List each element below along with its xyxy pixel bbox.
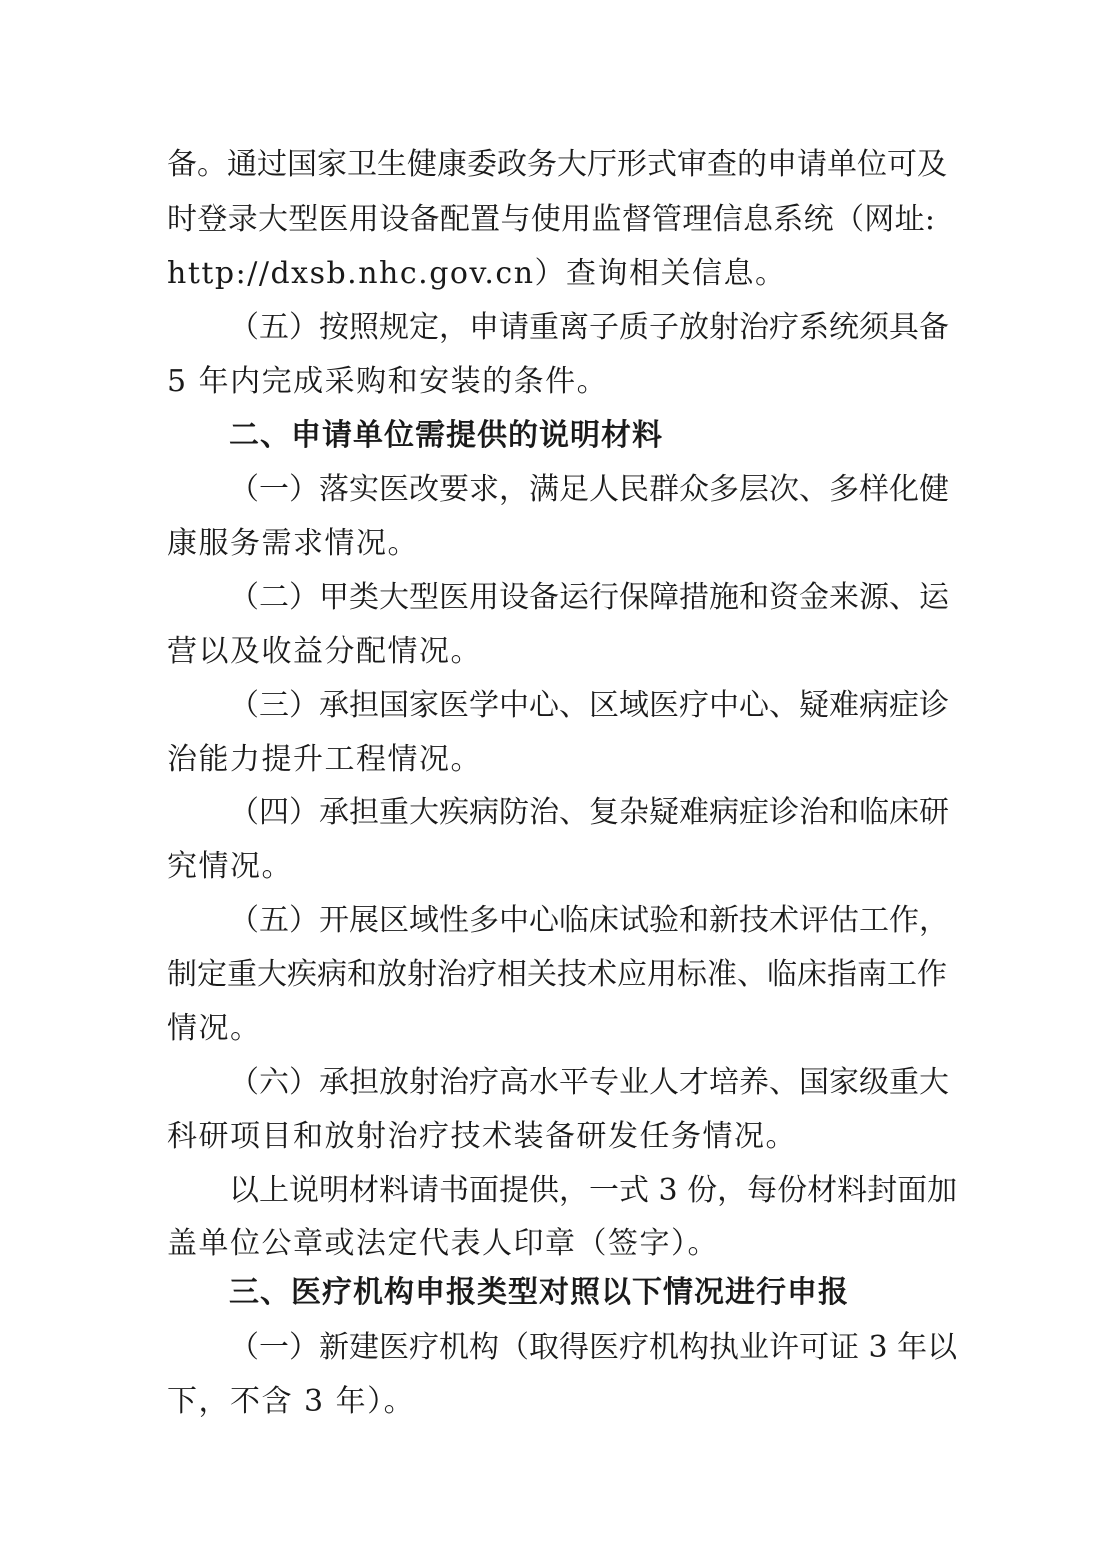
paragraph-line: 究情况。 — [167, 849, 293, 884]
paragraph-line: 时登录大型医用设备配置与使用监督管理信息系统（网址: — [167, 202, 935, 237]
paragraph-line: （六）承担放射治疗高水平专业人才培养、国家级重大 — [229, 1065, 949, 1100]
section-heading: 二、申请单位需提供的说明材料 — [229, 418, 663, 453]
paragraph-line: （二）甲类大型医用设备运行保障措施和资金来源、运 — [229, 580, 949, 615]
paragraph-line: 营以及收益分配情况。 — [167, 634, 482, 669]
paragraph-line: http://dxsb.nhc.gov.cn）查询相关信息。 — [167, 256, 787, 291]
paragraph-line: 制定重大疾病和放射治疗相关技术应用标准、临床指南工作 — [167, 957, 947, 992]
paragraph-line: （四）承担重大疾病防治、复杂疑难病症诊治和临床研 — [229, 795, 949, 830]
paragraph-line: 康服务需求情况。 — [167, 526, 419, 561]
paragraph-line: 情况。 — [167, 1011, 262, 1046]
paragraph-line: 科研项目和放射治疗技术装备研发任务情况。 — [167, 1119, 797, 1154]
paragraph-line: （五）开展区域性多中心临床试验和新技术评估工作， — [229, 903, 949, 938]
paragraph-line: 备。通过国家卫生健康委政务大厅形式审查的申请单位可及 — [167, 147, 947, 182]
paragraph-line: 以上说明材料请书面提供，一式 3 份，每份材料封面加 — [229, 1173, 958, 1208]
paragraph-line: 下，不含 3 年）。 — [167, 1384, 416, 1419]
section-heading: 三、医疗机构申报类型对照以下情况进行申报 — [229, 1275, 849, 1310]
paragraph-line: （一）落实医改要求，满足人民群众多层次、多样化健 — [229, 472, 949, 507]
paragraph-line: （五）按照规定，申请重离子质子放射治疗系统须具备 — [229, 310, 949, 345]
paragraph-line: （三）承担国家医学中心、区域医疗中心、疑难病症诊 — [229, 688, 949, 723]
paragraph-line: 治能力提升工程情况。 — [167, 742, 482, 777]
paragraph-line: 盖单位公章或法定代表人印章（签字）。 — [167, 1226, 719, 1261]
paragraph-line: 5 年内完成采购和安装的条件。 — [167, 364, 609, 399]
paragraph-line: （一）新建医疗机构（取得医疗机构执业许可证 3 年以 — [229, 1330, 958, 1365]
